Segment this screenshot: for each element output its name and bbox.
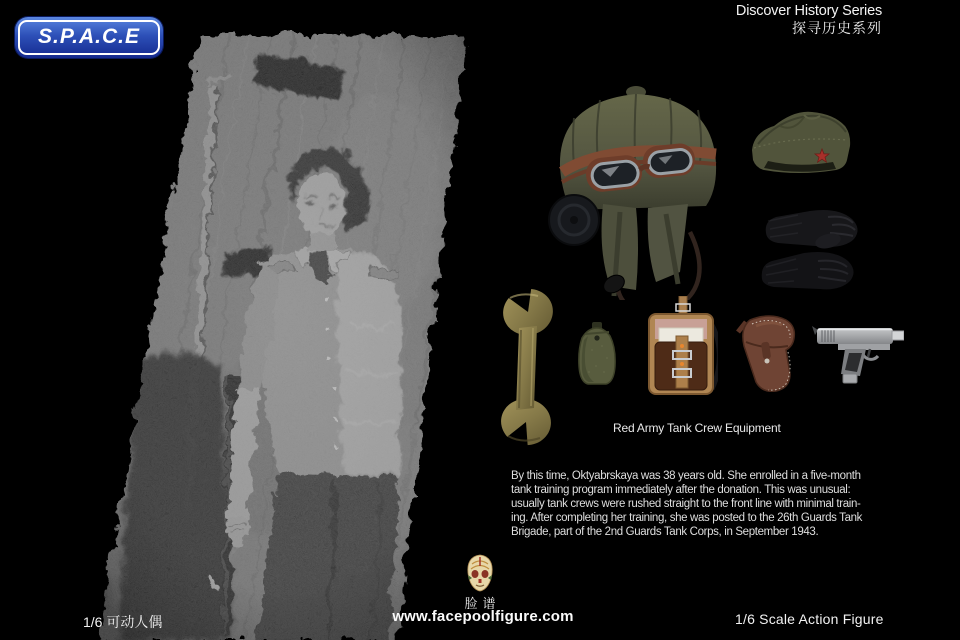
footer-brand-zh: 脸谱: [464, 596, 501, 611]
story-line: By this time, Oktyabrskaya was 38 years old. She enrolled in a five-month: [511, 470, 861, 482]
trigger: [868, 349, 870, 357]
historical-photo: [78, 22, 482, 640]
story-line: tank training program immediately after the donation. This was unusual:: [511, 484, 851, 496]
photo-grain: [78, 22, 482, 640]
space-logo-text: S.P.A.C.E: [38, 24, 140, 48]
canteen-photo: [574, 320, 620, 388]
footer-website[interactable]: www.facepoolfigure.com: [392, 608, 574, 625]
footer-scale-label-en: 1/6 Scale Action Figure: [735, 611, 884, 627]
black-gloves-photo: [758, 203, 888, 303]
story-line: ing. After completing her training, she was posted to the 26th Guards Tank: [511, 512, 863, 524]
equipment-caption: Red Army Tank Crew Equipment: [613, 421, 781, 435]
leather-holster-photo: [736, 312, 804, 396]
footer-scale-label-zh: 1/6 可动人偶: [83, 614, 163, 630]
story-line: Brigade, part of the 2nd Guards Tank Corps, in September 1943.: [511, 526, 819, 538]
tanker-helmet-with-goggles-photo: [548, 72, 733, 300]
series-title-en: Discover History Series: [735, 3, 882, 19]
series-title-zh: 探寻历史系列: [792, 20, 882, 37]
tt-pistol-photo: [812, 322, 904, 386]
muzzle: [892, 331, 904, 340]
magazine: [843, 374, 857, 383]
pilotka-side-cap-photo: [748, 102, 854, 180]
wrench-photo: [492, 286, 564, 448]
leather-map-case-photo: [646, 296, 718, 398]
story-paragraph: [511, 469, 896, 539]
series-header: [736, 3, 882, 37]
story-line: usually tank crews were rushed straight to the front line with minimal train-: [511, 498, 861, 510]
facepool-mask-logo-icon: [465, 554, 495, 592]
